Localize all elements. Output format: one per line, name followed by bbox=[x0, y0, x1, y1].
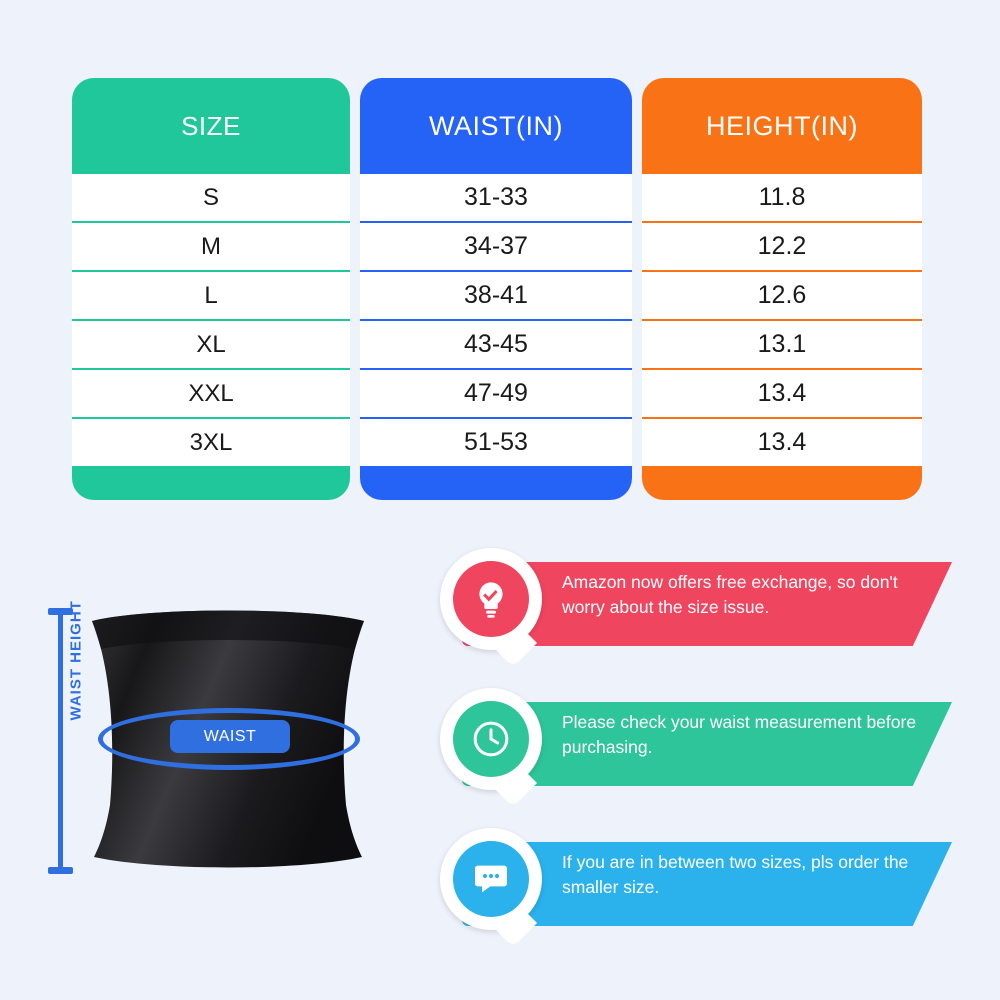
table-cell: 12.6 bbox=[642, 272, 922, 319]
table-cell: 12.2 bbox=[642, 223, 922, 270]
column-body-waist bbox=[360, 174, 632, 500]
measure-cap-bottom bbox=[48, 867, 73, 874]
table-cell: 31-33 bbox=[360, 174, 632, 221]
table-cell: 13.4 bbox=[642, 370, 922, 417]
table-cell: S bbox=[72, 174, 350, 221]
note-text: If you are in between two sizes, pls order the smaller size. bbox=[562, 852, 909, 897]
note-text: Please check your waist measurement before purchasing. bbox=[562, 712, 917, 757]
note-badge-disc bbox=[453, 701, 529, 777]
table-column-size bbox=[72, 78, 350, 500]
waist-height-label: WAIST HEIGHT bbox=[67, 600, 85, 721]
chat-bubble-icon bbox=[471, 859, 511, 899]
note-item bbox=[432, 548, 952, 656]
note-badge-disc bbox=[453, 561, 529, 637]
table-column-waist bbox=[360, 78, 632, 500]
clock-icon bbox=[471, 719, 511, 759]
table-cell: 11.8 bbox=[642, 174, 922, 221]
table-cell: L bbox=[72, 272, 350, 319]
table-cell: 51-53 bbox=[360, 419, 632, 466]
note-text: Amazon now offers free exchange, so don't worry about the size issue. bbox=[562, 572, 898, 617]
product-illustration bbox=[20, 560, 440, 980]
note-item bbox=[432, 828, 952, 936]
table-cell: 3XL bbox=[72, 419, 350, 466]
column-body-height bbox=[642, 174, 922, 500]
table-column-height bbox=[642, 78, 922, 500]
table-cell: 34-37 bbox=[360, 223, 632, 270]
waist-label: WAIST bbox=[170, 720, 290, 753]
lightbulb-check-icon bbox=[471, 579, 511, 619]
table-cell: 13.1 bbox=[642, 321, 922, 368]
note-badge bbox=[440, 828, 542, 930]
column-header-size: SIZE bbox=[181, 110, 241, 141]
notes-list bbox=[432, 548, 972, 978]
column-header-height: HEIGHT(IN) bbox=[706, 110, 858, 141]
table-cell: 38-41 bbox=[360, 272, 632, 319]
table-cell: XXL bbox=[72, 370, 350, 417]
column-body-size bbox=[72, 174, 350, 500]
table-cell: 13.4 bbox=[642, 419, 922, 466]
note-item bbox=[432, 688, 952, 796]
table-cell: M bbox=[72, 223, 350, 270]
note-badge bbox=[440, 688, 542, 790]
note-badge bbox=[440, 548, 542, 650]
note-badge-disc bbox=[453, 841, 529, 917]
column-header-waist: WAIST(IN) bbox=[429, 110, 563, 141]
size-chart-table bbox=[72, 78, 932, 500]
table-cell: 43-45 bbox=[360, 321, 632, 368]
measure-stem bbox=[58, 614, 63, 868]
table-cell: 47-49 bbox=[360, 370, 632, 417]
table-cell: XL bbox=[72, 321, 350, 368]
